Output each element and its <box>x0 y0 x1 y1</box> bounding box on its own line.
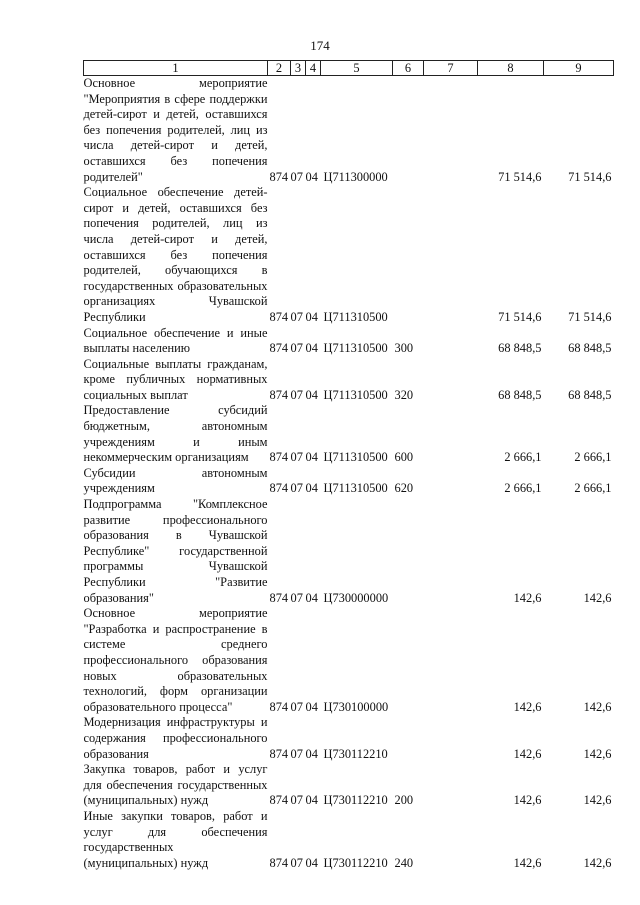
row-name: Основное мероприятие "Разработка и распространение в системе среднего профессионального образования новых образовательных технологий, форм организации образовательного процесса" <box>83 606 268 714</box>
col-ministry: 874 <box>269 450 289 465</box>
col-section: 07 <box>290 309 303 324</box>
col-amount-8: 2 666,1 <box>504 450 542 465</box>
col-ministry: 874 <box>269 341 289 356</box>
page-number: 174 <box>310 38 330 53</box>
col-target-article: Ц730112210 <box>323 793 388 808</box>
col-amount-8: 2 666,1 <box>504 481 542 496</box>
header-cell-4: 4 <box>306 61 321 76</box>
col-target-article: Ц711310500 <box>323 481 388 496</box>
col-amount-8: 68 848,5 <box>498 341 542 356</box>
col-ministry: 874 <box>269 387 289 402</box>
col-7 <box>424 76 478 186</box>
col-ministry: 874 <box>269 699 289 714</box>
col-expense-type <box>393 76 424 186</box>
col-expense-type: 620 <box>394 481 414 496</box>
col-target-article: Ц711310500 <box>323 309 388 324</box>
budget-table <box>83 60 614 871</box>
col-subsection: 04 <box>305 387 318 402</box>
col-amount-8: 142,6 <box>513 746 542 761</box>
col-amount-9: 142,6 <box>583 590 612 605</box>
col-ministry: 874 <box>269 590 289 605</box>
row-name: Предоставление субсидий бюджетным, автономным учреждениям и иным некоммерческим организациям <box>83 403 268 465</box>
header-cell-2: 2 <box>268 61 291 76</box>
col-7 <box>424 606 478 715</box>
col-ministry: 874 <box>269 481 289 496</box>
col-ministry: 874 <box>269 169 289 184</box>
table-row <box>84 466 614 497</box>
header-cell-7: 7 <box>424 61 478 76</box>
col-section: 07 <box>290 793 303 808</box>
col-target-article: Ц711310500 <box>323 387 388 402</box>
col-section: 07 <box>290 341 303 356</box>
col-amount-8: 71 514,6 <box>498 309 542 324</box>
col-section: 07 <box>290 855 303 870</box>
col-target-article: Ц730100000 <box>323 699 389 714</box>
table-row <box>84 497 614 606</box>
col-amount-8: 142,6 <box>513 590 542 605</box>
col-expense-type <box>393 715 424 762</box>
col-target-article: Ц730112210 <box>323 746 388 761</box>
row-name: Иные закупки товаров, работ и услуг для обеспечения государственных (муниципальных) нужд <box>83 808 268 870</box>
table-row <box>84 185 614 325</box>
col-target-article: Ц730000000 <box>323 590 389 605</box>
col-section: 07 <box>290 481 303 496</box>
row-name: Субсидии автономным учреждениям <box>83 465 268 496</box>
row-name: Модернизация инфраструктуры и содержания профессионального образования <box>83 715 268 761</box>
header-cell-9: 9 <box>544 61 614 76</box>
col-amount-8: 68 848,5 <box>498 387 542 402</box>
col-ministry: 874 <box>269 309 289 324</box>
header-cell-6: 6 <box>393 61 424 76</box>
col-expense-type: 240 <box>394 855 414 870</box>
table-row <box>84 403 614 465</box>
col-subsection: 04 <box>305 590 318 605</box>
table-row <box>84 326 614 357</box>
col-subsection: 04 <box>305 341 318 356</box>
table-row <box>84 809 614 871</box>
col-expense-type: 600 <box>394 450 414 465</box>
col-amount-8: 142,6 <box>513 699 542 714</box>
col-amount-8: 71 514,6 <box>498 169 542 184</box>
col-7 <box>424 762 478 809</box>
col-amount-9: 2 666,1 <box>574 481 612 496</box>
col-subsection: 04 <box>305 481 318 496</box>
col-amount-9: 2 666,1 <box>574 450 612 465</box>
col-amount-9: 71 514,6 <box>568 169 612 184</box>
col-7 <box>424 809 478 871</box>
header-row <box>84 61 614 76</box>
col-target-article: Ц711310500 <box>323 341 388 356</box>
col-target-article: Ц711300000 <box>323 169 388 184</box>
header-cell-1: 1 <box>84 61 268 76</box>
row-name: Социальное обеспечение детей-сирот и детей, оставшихся без попечения родителей, лиц из числа детей-сирот и детей, оставшихся без попечения родителей, обучающихся в государственных образовательных организациях Чувашской Республики <box>83 185 268 324</box>
col-subsection: 04 <box>305 309 318 324</box>
col-subsection: 04 <box>305 793 318 808</box>
col-amount-9: 68 848,5 <box>568 341 612 356</box>
table-row <box>84 606 614 715</box>
col-subsection: 04 <box>305 169 318 184</box>
table-row <box>84 715 614 762</box>
col-7 <box>424 403 478 465</box>
col-section: 07 <box>290 169 303 184</box>
col-expense-type <box>393 606 424 715</box>
col-amount-9: 142,6 <box>583 855 612 870</box>
col-7 <box>424 357 478 404</box>
header-cell-8: 8 <box>478 61 544 76</box>
col-ministry: 874 <box>269 855 289 870</box>
col-expense-type <box>393 185 424 325</box>
col-7 <box>424 466 478 497</box>
col-expense-type: 300 <box>394 341 414 356</box>
col-section: 07 <box>290 450 303 465</box>
col-section: 07 <box>290 699 303 714</box>
header-cell-3: 3 <box>291 61 306 76</box>
col-subsection: 04 <box>305 855 318 870</box>
col-target-article: Ц711310500 <box>323 450 388 465</box>
col-7 <box>424 715 478 762</box>
col-7 <box>424 497 478 606</box>
col-ministry: 874 <box>269 793 289 808</box>
col-amount-9: 71 514,6 <box>568 309 612 324</box>
col-amount-9: 142,6 <box>583 699 612 714</box>
header-cell-5: 5 <box>321 61 393 76</box>
col-expense-type: 200 <box>394 793 414 808</box>
row-name: Подпрограмма "Комплексное развитие профессионального образования в Чувашской Республике" государственной программы Чувашской Республики "Развитие образования" <box>83 497 268 605</box>
col-target-article: Ц730112210 <box>323 855 388 870</box>
col-subsection: 04 <box>305 746 318 761</box>
row-name: Закупка товаров, работ и услуг для обеспечения государственных (муниципальных) нужд <box>83 762 268 808</box>
col-section: 07 <box>290 387 303 402</box>
col-ministry: 874 <box>269 746 289 761</box>
col-section: 07 <box>290 746 303 761</box>
col-subsection: 04 <box>305 699 318 714</box>
col-7 <box>424 185 478 325</box>
row-name: Основное мероприятие "Мероприятия в сфере поддержки детей-сирот и детей, оставшихся без попечения родителей, лиц из числа детей-сирот и детей, оставшихся без попечения родителей" <box>83 76 268 184</box>
row-name: Социальное обеспечение и иные выплаты населению <box>83 325 268 356</box>
col-section: 07 <box>290 590 303 605</box>
table-row <box>84 762 614 809</box>
table-row <box>84 76 614 186</box>
col-amount-9: 68 848,5 <box>568 387 612 402</box>
col-subsection: 04 <box>305 450 318 465</box>
col-expense-type <box>393 497 424 606</box>
row-name: Социальные выплаты гражданам, кроме публичных нормативных социальных выплат <box>83 356 268 402</box>
col-expense-type: 320 <box>394 387 414 402</box>
col-amount-8: 142,6 <box>513 793 542 808</box>
col-7 <box>424 326 478 357</box>
table-row <box>84 357 614 404</box>
col-amount-9: 142,6 <box>583 793 612 808</box>
col-amount-8: 142,6 <box>513 855 542 870</box>
col-amount-9: 142,6 <box>583 746 612 761</box>
